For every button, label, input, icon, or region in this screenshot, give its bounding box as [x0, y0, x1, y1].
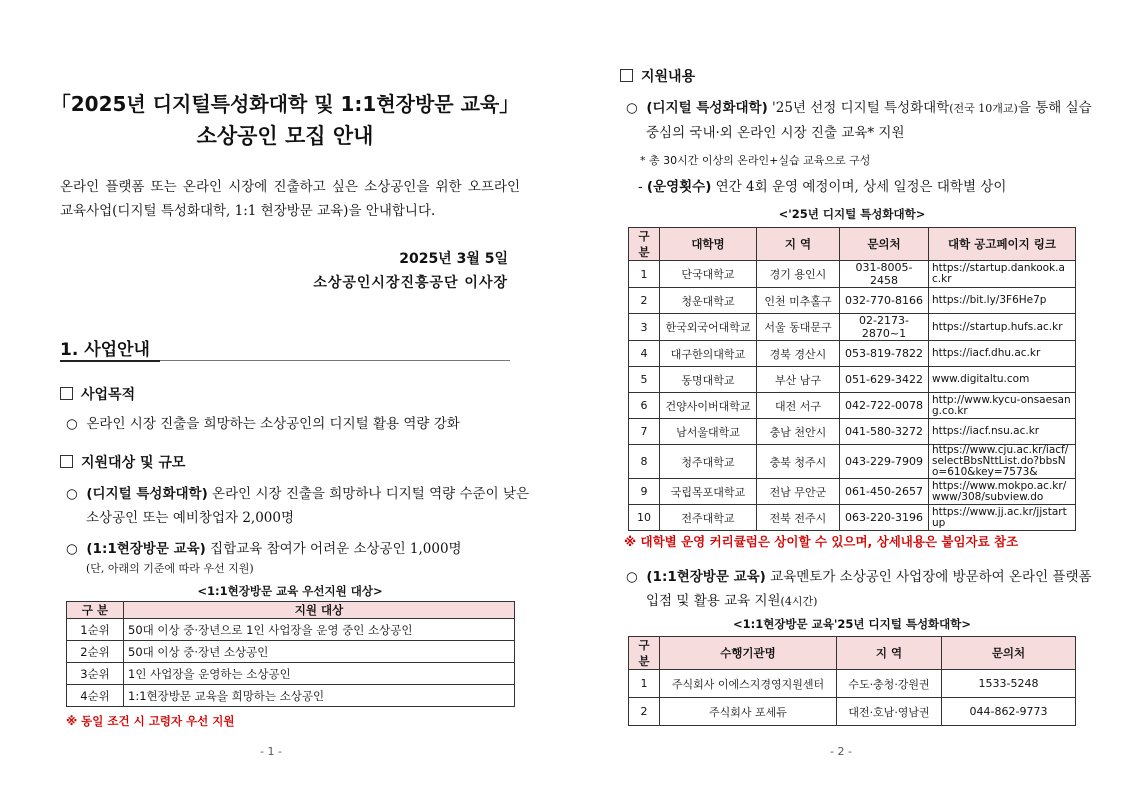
table-cell: 경기 용인시	[757, 261, 840, 288]
table-cell: 전남 무안군	[757, 479, 840, 505]
table-cell: 한국외국어대학교	[660, 314, 757, 341]
table-cell: 50대 이상 중·장년 소상공인	[124, 641, 515, 663]
priority-table	[66, 601, 515, 707]
university-link-cell[interactable]: https://bit.ly/3F6He7p	[929, 288, 1076, 314]
table-cell: 전주대학교	[660, 505, 757, 531]
digital-university-text: '25년 선정 디지털 특성화대학	[772, 100, 950, 116]
digital-university-label: (디지털 특성화대학)	[646, 100, 768, 116]
visit-education-label: (1:1현장방문 교육)	[646, 569, 766, 585]
university-link-cell[interactable]: www.digitaltu.com	[929, 367, 1076, 393]
table-cell: 1인 사업장을 운영하는 소상공인	[124, 663, 515, 685]
circle-bullet-icon: ○	[626, 569, 647, 585]
digital-university-count: (전국 10개교)	[949, 102, 1018, 115]
circle-bullet-icon: ○	[66, 486, 87, 502]
purpose-heading	[60, 384, 135, 404]
target-item-visit	[66, 537, 516, 561]
table-cell: 수도·충청·강원권	[837, 670, 942, 698]
target-item-digital-label: (디지털 특성화대학)	[86, 486, 208, 502]
table-row	[67, 641, 515, 663]
content-heading	[620, 66, 695, 86]
table-cell: 동명대학교	[660, 367, 757, 393]
table-row	[629, 393, 1076, 419]
table-row	[67, 685, 515, 707]
university-link-cell[interactable]: https://www.mokpo.ac.kr/www/308/subview.do	[929, 479, 1076, 505]
purpose-heading-text: 사업목적	[81, 387, 136, 403]
university-link-cell[interactable]: https://iacf.nsu.ac.kr	[929, 419, 1076, 445]
university-table-caption: <'25년 디지털 특성화대학>	[778, 207, 926, 221]
table-cell: 1	[629, 670, 660, 698]
visit-education-item	[626, 565, 1096, 614]
circle-bullet-icon: ○	[66, 541, 87, 557]
column-header: 문의처	[840, 228, 929, 261]
university-link-cell[interactable]: https://startup.dankook.ac.kr	[929, 261, 1076, 288]
table-row	[629, 367, 1076, 393]
target-item-digital-text: 온라인 시장 진출을 희망하나 디지털 역량 수준이 낮은 소상공인 또는 예비창업자 2,000명	[86, 486, 529, 526]
table-cell: 청운대학교	[660, 288, 757, 314]
visit-education-hours: (4시간)	[780, 595, 818, 608]
table-cell: 50대 이상 중·장년으로 1인 사업장을 운영 중인 소상공인	[124, 619, 515, 641]
table-cell: 02-2173-2870~1	[840, 314, 929, 341]
section-title: 1. 사업안내	[60, 340, 150, 360]
table-cell: 032-770-8166	[840, 288, 929, 314]
column-header: 지원 대상	[124, 602, 515, 619]
university-link-cell[interactable]: https://startup.hufs.ac.kr	[929, 314, 1076, 341]
table-row	[67, 663, 515, 685]
table-row	[629, 505, 1076, 531]
column-header: 수행기관명	[660, 637, 837, 670]
university-link-cell[interactable]: https://iacf.dhu.ac.kr	[929, 341, 1076, 367]
table-cell: 041-580-3272	[840, 419, 929, 445]
university-table	[628, 227, 1076, 531]
university-link-cell[interactable]: https://www.cju.ac.kr/iacf/selectBbsNttList.do?bbsNo=610&key=7573&	[929, 445, 1076, 479]
column-header: 문의처	[942, 637, 1076, 670]
target-item-visit-label: (1:1현장방문 교육)	[86, 541, 206, 557]
table-row	[629, 445, 1076, 479]
digital-university-item	[626, 96, 1096, 145]
target-item-visit-note: (단, 아래의 기준에 따라 우선 지원)	[86, 562, 254, 575]
university-table-body	[629, 261, 1076, 531]
target-item-digital	[66, 482, 536, 530]
checkbox-square-icon	[60, 387, 73, 400]
column-header: 대학 공고페이지 링크	[929, 228, 1076, 261]
table-cell: 4	[629, 341, 660, 367]
table-cell: 051-629-3422	[840, 367, 929, 393]
table-cell: 031-8005-2458	[840, 261, 929, 288]
page-1	[0, 0, 560, 793]
column-header: 지 역	[837, 637, 942, 670]
table-cell: 063-220-3196	[840, 505, 929, 531]
digital-university-note: * 총 30시간 이상의 온라인+실습 교육으로 구성	[640, 154, 871, 167]
table-cell: 단국대학교	[660, 261, 757, 288]
visit-education-text: 교육멘토가 소상공인 사업장에 방문하여 온라인 플랫폼 입점 및 활용 교육 지원	[646, 569, 1092, 609]
table-header-row	[629, 228, 1076, 261]
table-header-row	[629, 637, 1076, 670]
page-number: - 2 -	[830, 745, 852, 758]
table-cell: 043-229-7909	[840, 445, 929, 479]
table-cell: 8	[629, 445, 660, 479]
doc-title-line2: 소상공인 모집 안내	[196, 124, 374, 148]
table-cell: 5	[629, 367, 660, 393]
table-cell: 3	[629, 314, 660, 341]
table-cell: 10	[629, 505, 660, 531]
table-cell: 061-450-2657	[840, 479, 929, 505]
table-cell: 044-862-9773	[942, 698, 1076, 726]
table-row	[67, 619, 515, 641]
table-cell: 9	[629, 479, 660, 505]
digital-university-text-cont: 을 통해 실습 중심의 국내·외 온라인 시장 진출 교육* 지원	[646, 100, 1092, 141]
university-note: ※ 대학별 운영 커리큘럼은 상이할 수 있으며, 상세내용은 붙임자료 참조	[624, 534, 1019, 549]
table-row	[629, 670, 1076, 698]
table-cell: 주식회사 포세듀	[660, 698, 837, 726]
table-cell: 053-819-7822	[840, 341, 929, 367]
table-cell: 대전 서구	[757, 393, 840, 419]
table-cell: 서울 동대문구	[757, 314, 840, 341]
table-cell: 2	[629, 288, 660, 314]
target-item-visit-text: 집합교육 참여가 어려운 소상공인 1,000명	[210, 541, 462, 557]
table-cell: 1순위	[67, 619, 124, 641]
table-cell: 042-722-0078	[840, 393, 929, 419]
table-cell: 6	[629, 393, 660, 419]
table-cell: 부산 남구	[757, 367, 840, 393]
target-heading	[60, 452, 185, 472]
doc-title-line1: 「2025년 디지털특성화대학 및 1:1현장방문 교육」	[50, 92, 520, 116]
table-cell: 주식회사 이에스지경영지원센터	[660, 670, 837, 698]
operation-label: (운영횟수)	[646, 179, 712, 195]
university-link-cell[interactable]: https://www.jj.ac.kr/jjstartup	[929, 505, 1076, 531]
table-cell: 청주대학교	[660, 445, 757, 479]
table-cell: 국립목포대학교	[660, 479, 757, 505]
priority-table-caption: <1:1현장방문 교육 우선지원 대상>	[197, 584, 383, 598]
table-cell: 3순위	[67, 663, 124, 685]
table-cell: 인천 미추홀구	[757, 288, 840, 314]
table-cell: 남서울대학교	[660, 419, 757, 445]
table-cell: 전북 전주시	[757, 505, 840, 531]
checkbox-square-icon	[620, 69, 633, 82]
circle-bullet-icon: ○	[626, 100, 647, 116]
operation-item: - (운영횟수) 연간 4회 운영 예정이며, 상세 일정은 대학별 상이	[638, 179, 1007, 195]
section-underline	[60, 360, 160, 362]
table-cell: 1:1현장방문 교육을 희망하는 소상공인	[124, 685, 515, 707]
priority-note: ※ 동일 조건 시 고령자 우선 지원	[66, 714, 235, 728]
content-heading-text: 지원내용	[641, 69, 696, 85]
university-link-cell[interactable]: http://www.kycu-onsaesang.co.kr	[929, 393, 1076, 419]
column-header: 구 분	[67, 602, 124, 619]
column-header: 대학명	[660, 228, 757, 261]
checkbox-square-icon	[60, 455, 73, 468]
issue-date: 2025년 3월 5일	[399, 251, 508, 267]
table-cell: 2순위	[67, 641, 124, 663]
table-cell: 7	[629, 419, 660, 445]
section-divider	[160, 360, 510, 361]
column-header: 구분	[629, 228, 660, 261]
table-row	[629, 261, 1076, 288]
operation-text: 연간 4회 운영 예정이며, 상세 일정은 대학별 상이	[715, 179, 1007, 195]
table-header-row	[67, 602, 515, 619]
table-cell: 대전·호남·영남권	[837, 698, 942, 726]
table-cell: 4순위	[67, 685, 124, 707]
purpose-item	[66, 412, 516, 436]
column-header: 지 역	[757, 228, 840, 261]
table-cell: 경북 경산시	[757, 341, 840, 367]
table-cell: 2	[629, 698, 660, 726]
intro-paragraph: 온라인 플랫폼 또는 온라인 시장에 진출하고 싶은 소상공인을 위한 오프라인 교육사업(디지털 특성화대학, 1:1 현장방문 교육)을 안내합니다.	[60, 179, 520, 219]
purpose-item-text: 온라인 시장 진출을 희망하는 소상공인의 디지털 활용 역량 강화	[86, 416, 460, 432]
table-row	[629, 419, 1076, 445]
table-row	[629, 341, 1076, 367]
column-header: 구분	[629, 637, 660, 670]
visit-table-caption: <1:1현장방문 교육'25년 디지털 특성화대학>	[732, 617, 972, 631]
table-row	[629, 314, 1076, 341]
table-cell: 충북 청주시	[757, 445, 840, 479]
table-cell: 1	[629, 261, 660, 288]
table-cell: 충남 천안시	[757, 419, 840, 445]
table-cell: 1533-5248	[942, 670, 1076, 698]
table-cell: 대구한의대학교	[660, 341, 757, 367]
table-row	[629, 698, 1076, 726]
page-2	[560, 0, 1121, 793]
target-heading-text: 지원대상 및 규모	[81, 455, 186, 471]
table-cell: 건양사이버대학교	[660, 393, 757, 419]
visit-table	[628, 636, 1076, 726]
page-number: - 1 -	[260, 745, 282, 758]
circle-bullet-icon: ○	[66, 416, 87, 432]
issuer: 소상공인시장진흥공단 이사장	[313, 275, 508, 291]
table-row	[629, 479, 1076, 505]
table-row	[629, 288, 1076, 314]
